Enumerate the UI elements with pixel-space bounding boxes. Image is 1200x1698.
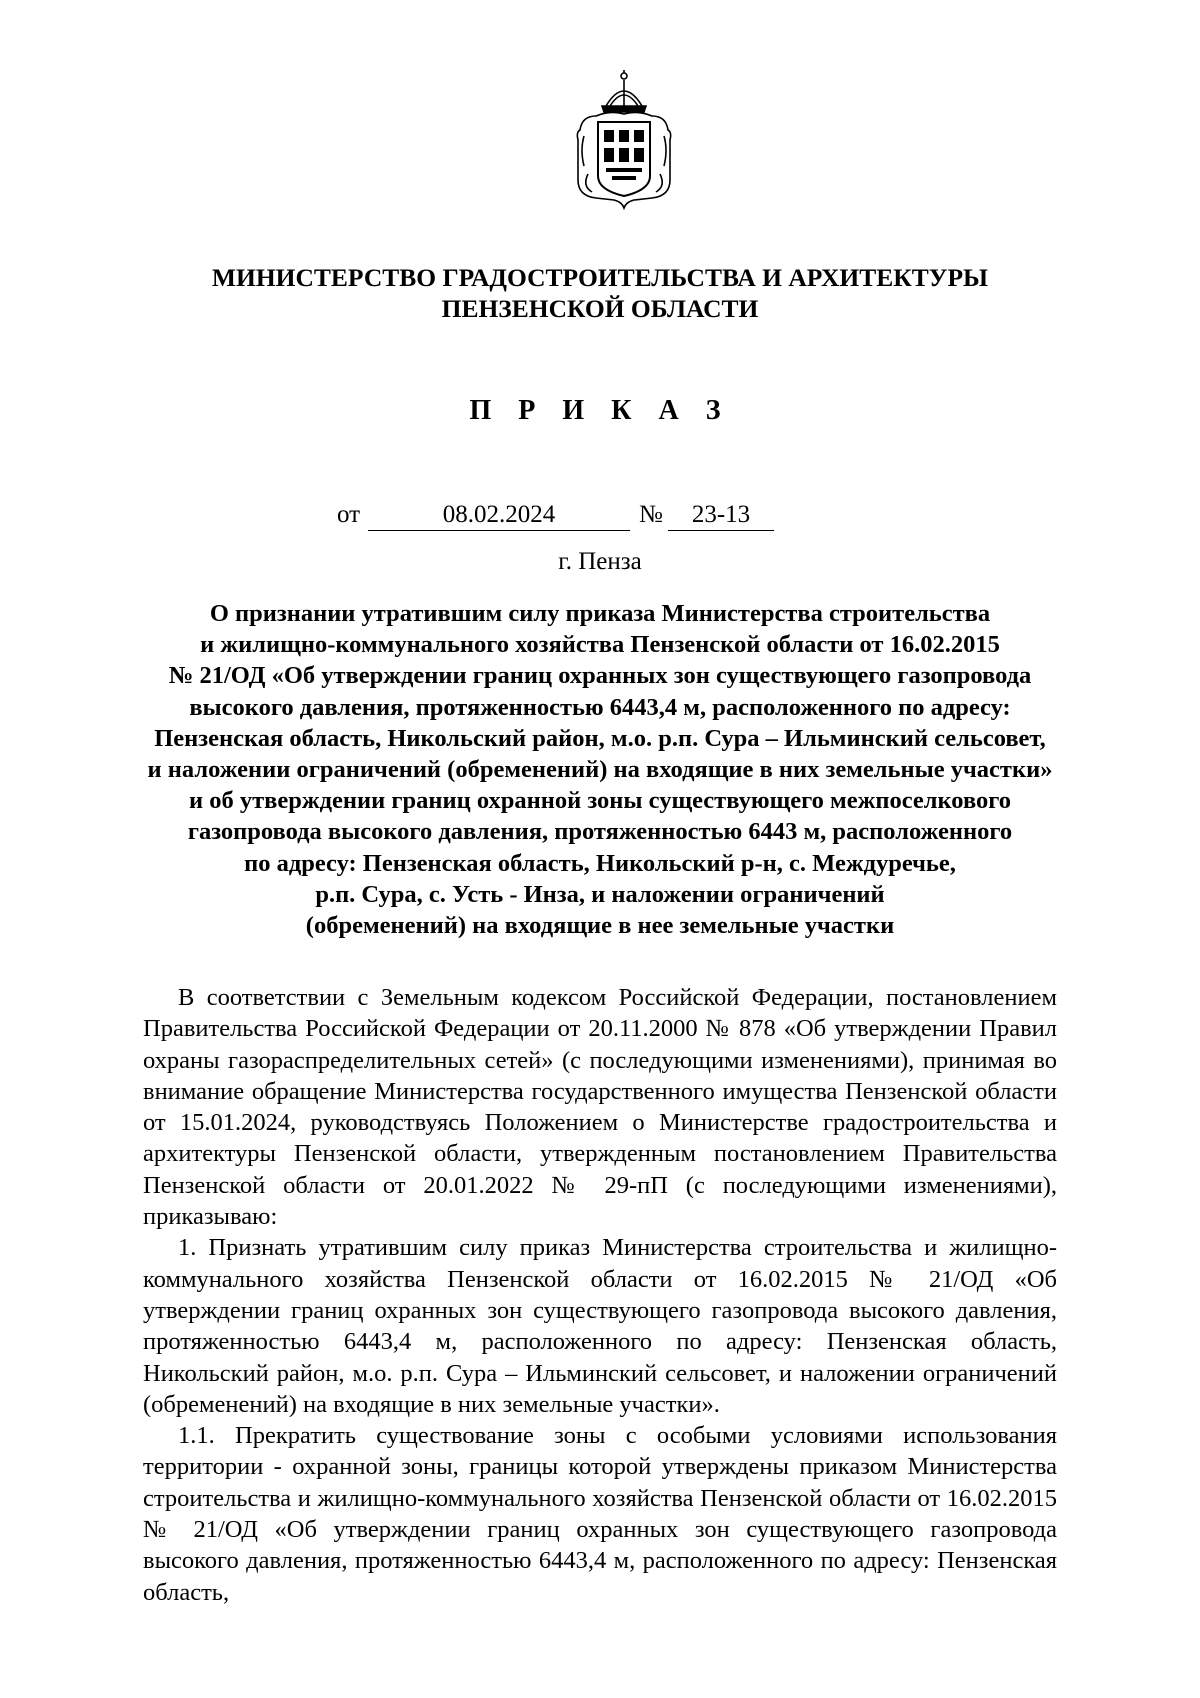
title-line: р.п. Сура, с. Усть - Инза, и наложении ограничений [315, 880, 885, 908]
date-label: от [337, 501, 361, 528]
intro-paragraph: В соответствии с Земельным кодексом Российской Федерации, постановлением Правительства Российской Федерации от 20.11.2000 № 878 «Об утверждении Правил охраны газораспределительных сетей» (с последующими изменениями), принимая во внимание обращение Министерства государственного имущества Пензенской области от 15.01.2024, руководствуясь Положением о Министерстве градостроительства и архитектуры Пензенской области, утвержденным постановлением Правительства Пензенской области от 20.01.2022 № 29-пП (с последующими изменениями), приказываю: [143, 984, 1057, 1231]
title-line: по адресу: Пензенская область, Никольский р-н, с. Междуречье, [244, 849, 956, 877]
title-line: высокого давления, протяженностью 6443,4 м, расположенного по адресу: [189, 693, 1011, 721]
ministry-name [150, 262, 1050, 324]
item-1-paragraph: 1. Признать утратившим силу приказ Министерства строительства и жилищно-коммунального хозяйства Пензенской области от 16.02.2015 № 21/ОД «Об утверждении границ охранных зон существующего газопровода высокого давления, протяженностью 6443,4 м, расположенного по адресу: Пензенская область, Никольский район, м.о. р.п. Сура – Ильминский сельсовет, и наложении ограничений (обременений) на входящие в них земельные участки». [143, 1234, 1057, 1418]
coat-of-arms-icon [566, 70, 682, 210]
title-line: газопровода высокого давления, протяженностью 6443 м, расположенного [187, 818, 1013, 846]
document-body [143, 982, 1057, 1608]
number-label: № [639, 501, 663, 528]
title-line: и наложении ограничений (обременений) на входящие в них земельные участки» [147, 756, 1053, 784]
document-type-heading: П Р И К А З [469, 395, 731, 426]
ministry-name-line-2: ПЕНЗЕНСКОЙ ОБЛАСТИ [441, 294, 759, 323]
document-date: 08.02.2024 [368, 500, 630, 531]
document-number: 23-13 [668, 500, 774, 531]
title-line: и жилищно-коммунального хозяйства Пензенской области от 16.02.2015 [200, 631, 1000, 659]
date-number-row [0, 500, 1200, 536]
title-line: (обременений) на входящие в нее земельные участки [305, 912, 895, 940]
item-1-1-paragraph: 1.1. Прекратить существование зоны с особыми условиями использования территории - охранной зоны, границы которой утверждены приказом Министерства строительства и жилищно-коммунального хозяйства Пензенской области от 16.02.2015 № 21/ОД «Об утверждении границ охранных зон существующего газопровода высокого давления, протяженностью 6443,4 м, расположенного по адресу: Пензенская область, [143, 1422, 1057, 1606]
ministry-name-line-1: МИНИСТЕРСТВО ГРАДОСТРОИТЕЛЬСТВА И АРХИТЕКТУРЫ [211, 263, 989, 292]
document-title [110, 598, 1090, 941]
title-line: и об утверждении границ охранной зоны существующего межпоселкового [188, 787, 1012, 815]
title-line: О признании утратившим силу приказа Министерства строительства [209, 600, 991, 627]
title-line: Пензенская область, Никольский район, м.о. р.п. Сура – Ильминский сельсовет, [154, 724, 1046, 752]
document-city: г. Пенза [558, 548, 642, 575]
title-line: № 21/ОД «Об утверждении границ охранных зон существующего газопровода [168, 662, 1032, 690]
